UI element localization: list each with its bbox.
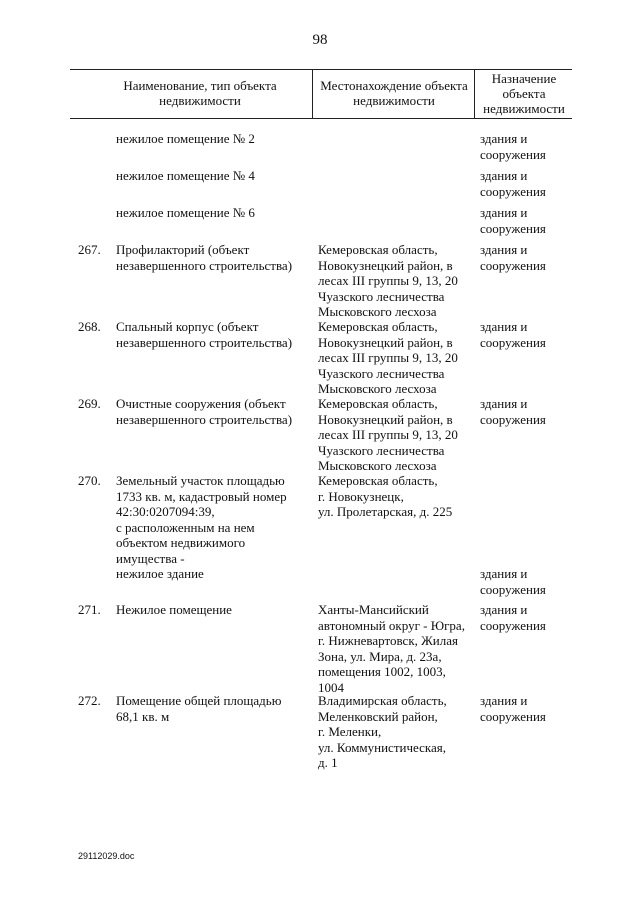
object-purpose-line: здания и	[480, 242, 528, 257]
object-purpose-line: сооружения	[480, 617, 546, 633]
object-purpose	[480, 319, 570, 350]
object-location-line: Зона, ул. Мира, д. 23а,	[318, 648, 442, 664]
object-location-line: Владимирская область,	[318, 693, 447, 708]
object-name-line: Профилакторий (объект	[116, 242, 250, 257]
header-purpose-line: Назначение	[491, 71, 557, 86]
header-location-column	[314, 78, 474, 108]
object-location-line: Новокузнецкий район, в	[318, 334, 453, 350]
object-name-line: нежилое помещение № 4	[116, 168, 255, 183]
header-location-line: Местонахождение объекта	[320, 78, 468, 93]
header-purpose-line: недвижимости	[483, 101, 565, 116]
object-name-line: Спальный корпус (объект	[116, 319, 259, 334]
object-purpose-line: здания и	[480, 566, 528, 581]
object-location-line: г. Новокузнецк,	[318, 488, 404, 504]
object-name-line: нежилое помещение № 2	[116, 131, 255, 146]
object-name-line: нежилое здание	[116, 566, 204, 581]
object-purpose-line: сооружения	[480, 220, 546, 236]
table-header-top-rule	[70, 69, 572, 70]
object-name	[116, 168, 312, 184]
header-location-line: недвижимости	[353, 93, 435, 108]
object-purpose-line: здания и	[480, 396, 528, 411]
object-location-line: Чуазского лесничества	[318, 365, 445, 381]
object-location-line: Новокузнецкий район, в	[318, 411, 453, 427]
object-location-line: Ханты-Мансийский	[318, 602, 429, 617]
object-purpose-line: сооружения	[480, 183, 546, 199]
object-location-line: Чуазского лесничества	[318, 442, 445, 458]
row-number: 269.	[78, 396, 101, 411]
object-name	[116, 566, 312, 582]
object-location	[318, 693, 478, 771]
object-location-line: ул. Коммунистическая,	[318, 739, 446, 755]
object-name-line: нежилое помещение № 6	[116, 205, 255, 220]
object-location-line: помещения 1002, 1003,	[318, 664, 446, 680]
object-purpose-line: здания и	[480, 205, 528, 220]
object-location-line: ул. Пролетарская, д. 225	[318, 504, 453, 520]
object-purpose	[480, 168, 570, 199]
object-name-line: 42:30:0207094:39,	[116, 504, 215, 520]
object-location-line: Чуазского лесничества	[318, 288, 445, 304]
object-purpose-line: здания и	[480, 693, 528, 708]
object-location	[318, 319, 478, 397]
table-header-divider-1	[312, 69, 313, 118]
object-name-line: Помещение общей площадью	[116, 693, 282, 708]
object-purpose	[480, 131, 570, 162]
object-location-line: 1004	[318, 679, 344, 695]
header-purpose-line: объекта	[502, 86, 546, 101]
row-number: 267.	[78, 242, 101, 257]
object-location-line: Кемеровская область,	[318, 242, 438, 257]
header-name-line: Наименование, тип объекта	[123, 78, 277, 93]
object-name	[116, 242, 312, 273]
object-purpose-line: сооружения	[480, 708, 546, 724]
object-name	[116, 319, 312, 350]
object-name	[116, 602, 312, 618]
object-location-line: д. 1	[318, 755, 338, 771]
object-location	[318, 602, 478, 696]
object-name	[116, 205, 312, 221]
object-name-line: Нежилое помещение	[116, 602, 232, 617]
object-name-line: 68,1 кв. м	[116, 708, 170, 724]
object-location-line: Новокузнецкий район, в	[318, 257, 453, 273]
object-name	[116, 693, 312, 724]
row-number: 271.	[78, 602, 101, 617]
object-location-line: лесах III группы 9, 13, 20	[318, 350, 458, 366]
object-location-line: автономный округ - Югра,	[318, 617, 465, 633]
object-purpose-line: сооружения	[480, 257, 546, 273]
object-location-line: г. Нижневартовск, Жилая	[318, 633, 458, 649]
row-number: 270.	[78, 473, 101, 488]
object-purpose	[480, 602, 570, 633]
object-location-line: лесах III группы 9, 13, 20	[318, 427, 458, 443]
object-name-line: незавершенного строительства)	[116, 411, 293, 427]
object-name	[116, 473, 312, 567]
object-purpose	[480, 205, 570, 236]
object-name-line: с расположенным на нем	[116, 519, 255, 535]
object-purpose	[480, 242, 570, 273]
object-purpose-line: сооружения	[480, 411, 546, 427]
object-purpose-line: здания и	[480, 602, 528, 617]
object-location-line: Кемеровская область,	[318, 319, 438, 334]
object-name-line: незавершенного строительства)	[116, 334, 293, 350]
object-purpose-line: здания и	[480, 131, 528, 146]
object-name	[116, 396, 312, 427]
object-location	[318, 396, 478, 474]
object-name-line: незавершенного строительства)	[116, 257, 293, 273]
table-header-divider-2	[474, 69, 475, 118]
object-name-line: 1733 кв. м, кадастровый номер	[116, 488, 287, 504]
header-name-line: недвижимости	[159, 93, 241, 108]
table-header-bottom-rule	[70, 118, 572, 119]
object-name-line: Земельный участок площадью	[116, 473, 285, 488]
object-location-line: Мысковского лесхоза	[318, 381, 437, 397]
object-purpose	[480, 396, 570, 427]
page-number: 98	[312, 32, 328, 48]
object-purpose	[480, 566, 570, 597]
object-purpose-line: здания и	[480, 168, 528, 183]
object-name-line: объектом недвижимого	[116, 535, 246, 551]
object-location-line: лесах III группы 9, 13, 20	[318, 273, 458, 289]
header-purpose-column	[476, 71, 572, 116]
object-location-line: Меленковский район,	[318, 708, 438, 724]
object-purpose-line: сооружения	[480, 146, 546, 162]
object-purpose-line: здания и	[480, 319, 528, 334]
object-location-line: Мысковского лесхоза	[318, 304, 437, 320]
object-location-line: г. Меленки,	[318, 724, 382, 740]
object-location-line: Кемеровская область,	[318, 396, 438, 411]
object-location-line: Кемеровская область,	[318, 473, 438, 488]
object-purpose-line: сооружения	[480, 334, 546, 350]
object-name	[116, 131, 312, 147]
row-number: 272.	[78, 693, 101, 708]
object-location-line: Мысковского лесхоза	[318, 458, 437, 474]
object-location	[318, 242, 478, 320]
object-location	[318, 473, 478, 520]
row-number: 268.	[78, 319, 101, 334]
object-purpose-line: сооружения	[480, 581, 546, 597]
footer-filename: 29112029.doc	[78, 851, 135, 861]
object-name-line: имущества -	[116, 550, 185, 566]
object-name-line: Очистные сооружения (объект	[116, 396, 286, 411]
header-name-column	[100, 78, 300, 108]
object-purpose	[480, 693, 570, 724]
